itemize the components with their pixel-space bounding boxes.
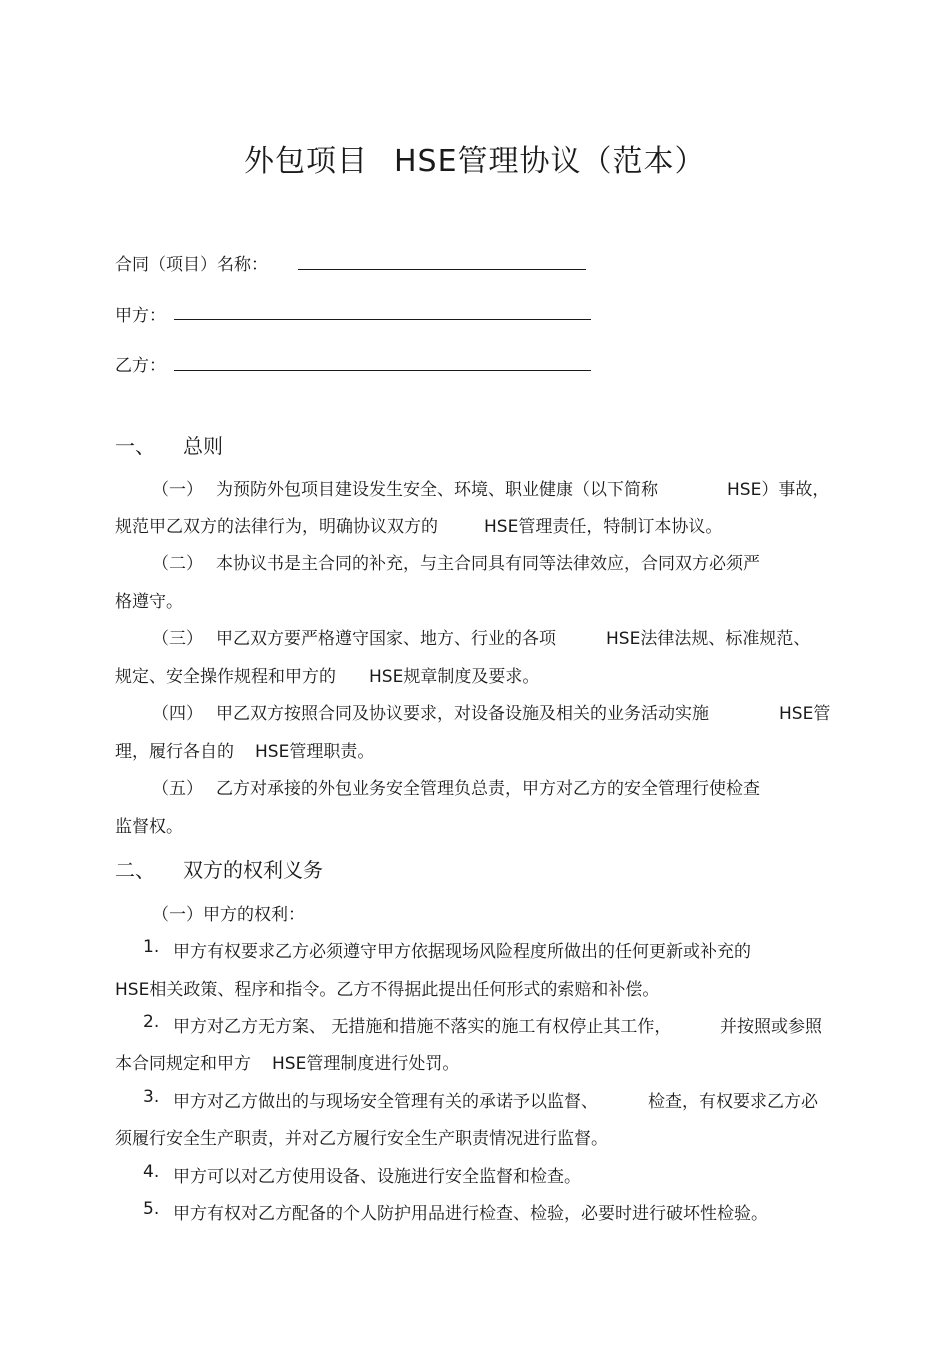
document-title-rest: HSE管理协议（范本） — [394, 144, 706, 179]
s2-item3-line1b: 检查，有权要求乙方必 — [648, 1092, 818, 1112]
s1-item5-line2a: 监督权。 — [115, 817, 183, 837]
s1-item3-number: （三） — [152, 629, 203, 649]
s2-item5-line1a: 甲方有权对乙方配备的个人防护用品进行检查、检验，必要时进行破坏性检验。 — [173, 1204, 768, 1224]
s2-item3-number: 3. — [143, 1087, 160, 1107]
s1-item1-line2b: HSE管理责任，特制订本协议。 — [484, 517, 723, 537]
s2-item2-line2a: 本合同规定和甲方 — [115, 1054, 251, 1074]
s1-item4-line2a: 理，履行各自的 — [115, 742, 234, 762]
field-underline-contract-name — [298, 269, 586, 270]
s1-item3-line2a: 规定、安全操作规程和甲方的 — [115, 667, 336, 687]
section1-number: 一、 — [115, 434, 155, 458]
s1-item4-line1a: 甲乙双方按照合同及协议要求，对设备设施及相关的业务活动实施 — [216, 704, 709, 724]
s2-subheading: （一）甲方的权利： — [152, 905, 305, 925]
s1-item5-line1a: 乙方对承接的外包业务安全管理负总责，甲方对乙方的安全管理行使检查 — [216, 779, 760, 799]
s2-item2-line1b: 并按照或参照 — [720, 1017, 822, 1037]
s2-item2-line2b: HSE管理制度进行处罚。 — [272, 1054, 460, 1074]
s1-item3-line1b: HSE法律法规、标准规范、 — [606, 629, 811, 649]
s2-item3-line2a: 须履行安全生产职责，并对乙方履行安全生产职责情况进行监督。 — [115, 1129, 608, 1149]
s1-item2-line2a: 格遵守。 — [115, 592, 183, 612]
section2-number: 二、 — [115, 858, 155, 882]
s2-item1-line1a: 甲方有权要求乙方必须遵守甲方依据现场风险程度所做出的任何更新或补充的 — [173, 942, 751, 962]
s1-item1-number: （一） — [152, 480, 203, 500]
field-underline-party-a — [174, 319, 591, 320]
s2-item2-number: 2. — [143, 1012, 160, 1032]
field-underline-party-b — [174, 370, 591, 371]
s2-item2-line1a: 甲方对乙方无方案、 无措施和措施不落实的施工有权停止其工作， — [173, 1017, 672, 1037]
s1-item4-line2b: HSE管理职责。 — [255, 742, 375, 762]
s2-item4-number: 4. — [143, 1162, 160, 1182]
field-label-party-b: 乙方： — [115, 356, 166, 376]
s1-item1-line1b: HSE）事故， — [727, 480, 830, 500]
s2-item5-number: 5. — [143, 1199, 160, 1219]
section1-heading: 总则 — [183, 434, 223, 458]
s1-item5-number: （五） — [152, 779, 203, 799]
s2-item1-number: 1. — [143, 937, 160, 957]
document-title-main: 外包项目 — [244, 144, 368, 179]
s1-item4-line1b: HSE管 — [779, 704, 831, 724]
s1-item4-number: （四） — [152, 704, 203, 724]
s1-item3-line1a: 甲乙双方要严格遵守国家、地方、行业的各项 — [216, 629, 556, 649]
s2-item4-line1a: 甲方可以对乙方使用设备、设施进行安全监督和检查。 — [173, 1167, 581, 1187]
section2-heading: 双方的权利义务 — [183, 858, 323, 882]
s1-item1-line2a: 规范甲乙双方的法律行为，明确协议双方的 — [115, 517, 438, 537]
s1-item2-number: （二） — [152, 554, 203, 574]
s1-item1-line1a: 为预防外包项目建设发生安全、环境、职业健康（以下简称 — [216, 480, 658, 500]
field-label-contract-name: 合同（项目）名称： — [115, 255, 268, 275]
s2-item1-line2a: HSE相关政策、程序和指令。乙方不得据此提出任何形式的索赔和补偿。 — [115, 980, 660, 1000]
s1-item2-line1a: 本协议书是主合同的补充，与主合同具有同等法律效应，合同双方必须严 — [216, 554, 760, 574]
field-label-party-a: 甲方： — [115, 306, 166, 326]
s2-item3-line1a: 甲方对乙方做出的与现场安全管理有关的承诺予以监督、 — [173, 1092, 598, 1112]
s1-item3-line2b: HSE规章制度及要求。 — [369, 667, 540, 687]
